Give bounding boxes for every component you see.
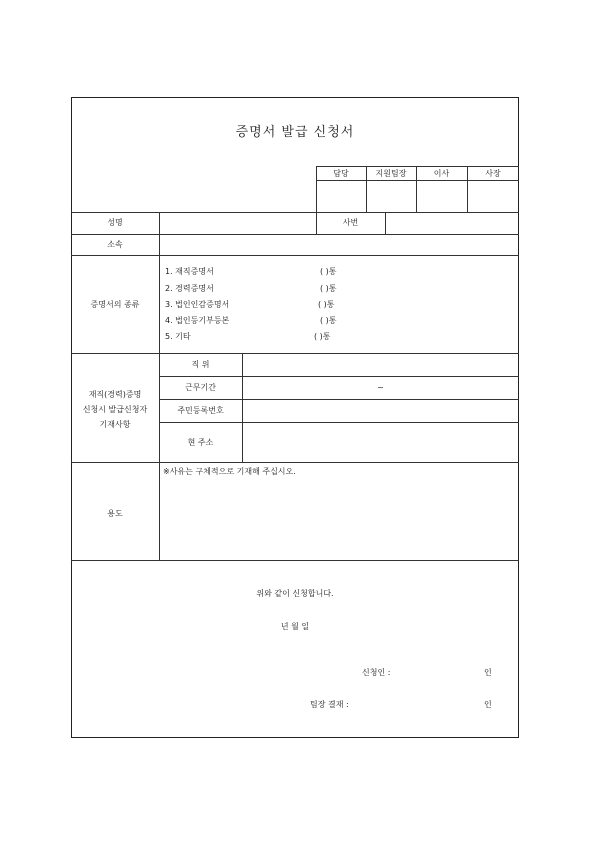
page-title: 증명서 발급 신청서 — [235, 125, 355, 140]
team-lead-seal[interactable]: 인 — [484, 700, 492, 709]
employee-no-field[interactable] — [386, 213, 519, 234]
team-lead-approval-label: 팀장 결재 : — [310, 700, 349, 709]
approval-header-manager: 담당 — [333, 169, 349, 178]
cert-type-label: 증명서의 종류 — [90, 300, 140, 309]
name-field[interactable] — [160, 213, 316, 234]
cert-copies-field[interactable]: ( )통 — [320, 267, 337, 276]
career-section-label-line: 신청시 발급신청자 — [82, 405, 148, 414]
cert-copies-field[interactable]: ( )통 — [320, 284, 337, 293]
position-label: 직 위 — [191, 360, 210, 369]
approval-sign-ceo[interactable] — [468, 181, 519, 212]
cert-type-item: 5. 기타 — [165, 332, 191, 341]
position-field[interactable] — [243, 354, 519, 376]
approval-sign-director[interactable] — [417, 181, 467, 212]
applicant-seal[interactable]: 인 — [484, 668, 492, 677]
approval-sign-support-lead[interactable] — [367, 181, 416, 212]
cert-type-item: 2. 경력증명서 — [165, 284, 214, 293]
name-label: 성명 — [107, 218, 123, 227]
career-section-label-line: 기재사항 — [99, 420, 131, 429]
approval-header-ceo: 사장 — [485, 169, 501, 178]
statement-text: 위와 같이 신청합니다. — [256, 589, 334, 598]
cert-type-item: 4. 법인등기부등본 — [165, 316, 230, 325]
address-label: 현 주소 — [187, 438, 214, 447]
affiliation-label: 소속 — [107, 240, 123, 249]
purpose-field[interactable] — [160, 480, 519, 560]
career-section-label-line: 재직(경력)증명 — [88, 390, 142, 399]
purpose-label: 용도 — [107, 509, 123, 518]
cert-type-item: 3. 법인인감증명서 — [165, 300, 230, 309]
resident-no-field[interactable] — [243, 400, 519, 422]
date-line[interactable]: 년 월 일 — [280, 622, 310, 631]
resident-no-label: 주민등록번호 — [177, 406, 224, 415]
cert-copies-field[interactable]: ( )통 — [314, 332, 331, 341]
cert-copies-field[interactable]: ( )통 — [320, 316, 337, 325]
period-label: 근무기간 — [185, 383, 216, 392]
address-field[interactable] — [243, 423, 519, 462]
period-field[interactable]: ~ — [377, 383, 384, 392]
cert-copies-field[interactable]: ( )통 — [318, 300, 335, 309]
purpose-note: ※사유는 구체적으로 기재해 주십시오. — [163, 467, 296, 476]
applicant-label: 신청인 : — [362, 668, 391, 677]
approval-header-support-lead: 지원팀장 — [375, 169, 407, 178]
cert-type-item: 1. 재직증명서 — [165, 267, 214, 276]
approval-header-director: 이사 — [433, 169, 450, 178]
approval-sign-manager[interactable] — [317, 181, 366, 212]
affiliation-field[interactable] — [160, 235, 519, 255]
employee-no-label: 사번 — [342, 218, 359, 227]
